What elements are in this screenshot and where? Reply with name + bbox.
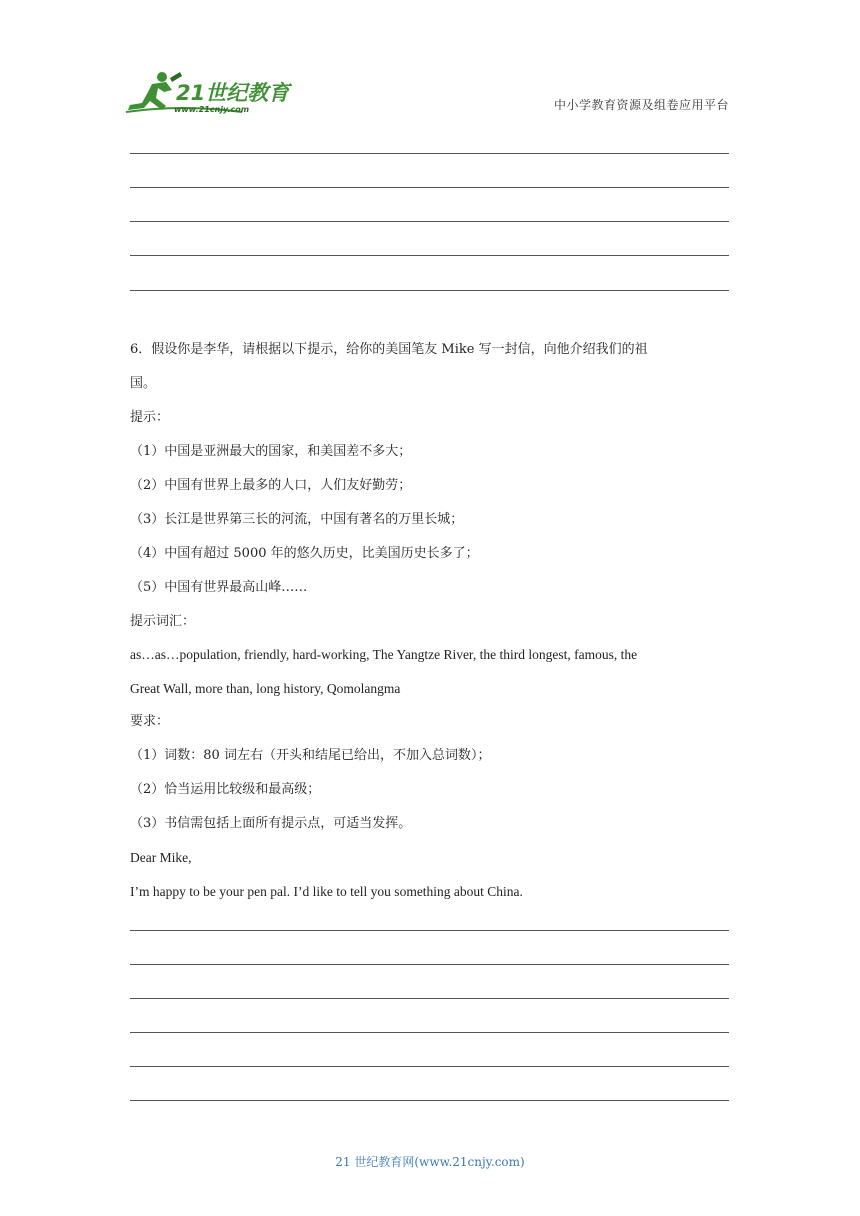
site-logo [122, 68, 292, 116]
page-footer: 21 世纪教育网(www.21cnjy.com) [335, 1155, 525, 1169]
answer-line [130, 998, 729, 999]
requirement-item: （1）词数：80 词左右（开头和结尾已给出，不加入总词数）； [130, 748, 491, 763]
requirements-title: 要求： [130, 714, 170, 729]
hint-item: （2）中国有世界上最多的人口，人们友好勤劳； [130, 478, 412, 493]
vocab-list: as…as…population, friendly, hard-working, The Yangtze River, the third longest, famous, the [130, 647, 638, 662]
answer-line [130, 1100, 729, 1101]
platform-name: 中小学教育资源及组卷应用平台 [553, 98, 729, 112]
letter-opening: I’m happy to be your pen pal. I’d like to tell you something about China. [130, 884, 523, 899]
letter-greeting: Dear Mike, [130, 850, 192, 865]
vocab-list-cont: Great Wall, more than, long history, Qomolangma [130, 681, 401, 696]
logo-main-text: 21世纪教育 [176, 81, 290, 105]
vocab-title: 提示词汇： [130, 614, 196, 629]
requirement-item: （2）恰当运用比较级和最高级； [130, 782, 321, 797]
answer-line [130, 153, 729, 154]
answer-line [130, 221, 729, 222]
logo-url-text: www.21cnjy.com [174, 105, 250, 114]
hint-item: （3）长江是世界第三长的河流，中国有著名的万里长城； [130, 512, 464, 527]
question-stem-cont: 国。 [130, 376, 157, 391]
hint-item: （4）中国有超过 5000 年的悠久历史，比美国历史长多了； [130, 546, 479, 561]
answer-line [130, 1032, 729, 1033]
answer-line [130, 964, 729, 965]
answer-line [130, 187, 729, 188]
hint-item: （1）中国是亚洲最大的国家，和美国差不多大； [130, 444, 412, 459]
answer-line [130, 255, 729, 256]
question-stem: 6．假设你是李华，请根据以下提示，给你的美国笔友 Mike 写一封信，向他介绍我们的祖 [130, 342, 648, 357]
answer-line [130, 290, 729, 291]
answer-line [130, 930, 729, 931]
hints-title: 提示： [130, 410, 170, 425]
requirement-item: （3）书信需包括上面所有提示点，可适当发挥。 [130, 816, 412, 831]
answer-line [130, 1066, 729, 1067]
runner-logo-icon [122, 68, 292, 116]
hint-item: （5）中国有世界最高山峰…… [130, 580, 308, 595]
